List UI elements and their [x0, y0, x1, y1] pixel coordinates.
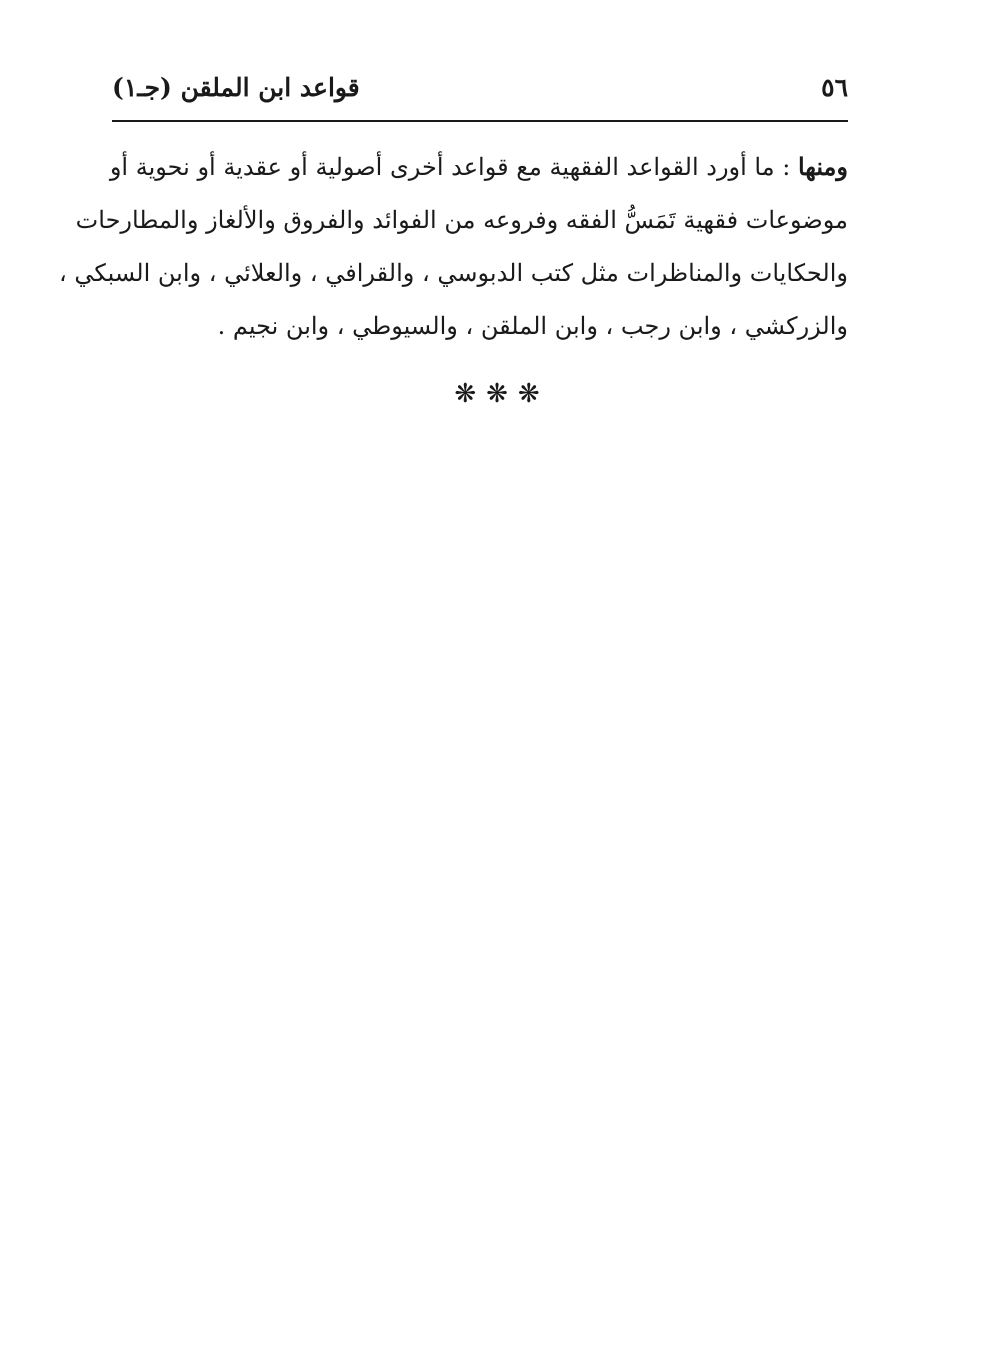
body-line-4: والزركشي ، وابن رجب ، وابن الملقن ، والسيوطي ، وابن نجيم .	[217, 312, 848, 340]
book-title: قواعد ابن الملقن (جـ١)	[112, 73, 360, 102]
body-line-1	[109, 140, 848, 194]
body-line-1-text: : ما أورد القواعد الفقهية مع قواعد أخرى أصولية أو عقدية أو نحوية أو	[109, 153, 798, 181]
body-paragraph	[59, 140, 848, 353]
section-separator-ornament: ❋❋❋	[454, 379, 550, 409]
body-line-3: والحكايات والمناظرات مثل كتب الدبوسي ، والقرافي ، والعلائي ، وابن السبكي ،	[59, 259, 848, 287]
header-rule	[112, 120, 848, 122]
body-line-2: موضوعات فقهية تَمَسُّ الفقه وفروعه من الفوائد والفروق والألغاز والمطارحات	[75, 206, 848, 234]
page-number: ٥٦	[821, 73, 848, 102]
running-head	[112, 70, 848, 110]
lead-word: ومنها	[797, 152, 848, 181]
